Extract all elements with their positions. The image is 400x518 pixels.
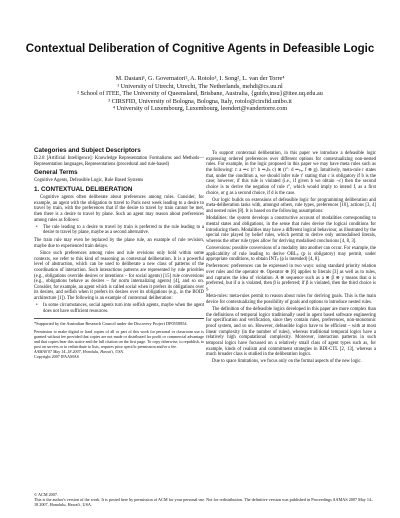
body-paragraph: Cognitive agents often deliberate about preferences among rules. Consider, for example, an agent with the obligation to travel to Paris next week leading to a desire to travel by train, with the preferences that if the desire to travel by train cannot be met, then there is a desire to travel by plane. Such an agent may reason about preferences among rules as follows: (34, 194, 204, 223)
bullet-item: • The rule leading to a desire to travel by train is preferred to the rule leading to a desire to travel by plane, maybe as a second alternative. (34, 225, 204, 236)
affiliation-3: ³ CIRSFID, University of Bologna, Bologna, Italy, rotolo@cirsfid.unibo.it (108, 97, 292, 105)
section-heading-categories: Categories and Subject Descriptors (34, 147, 141, 154)
author-names: M. Dastani¹, G. Governatori², A. Rotolo³, I. Song², L. van der Torre⁴ (115, 75, 285, 82)
footnote: *Supported by the Australian Research Council under the Discovery Project DP0558854. (34, 318, 204, 326)
permission-notice (34, 329, 204, 359)
body-paragraph: Due to space limitations, we focus only on the formal aspects of the new logic. (212, 359, 362, 365)
page-footer (34, 492, 374, 508)
author-block (0, 75, 400, 113)
categories-text: D.2.8 [Artificial Intelligence]: Knowledge Representation Formalisms and Methods—Representation languages, Representations (procedural and rule-based) (34, 156, 204, 167)
body-paragraph: Our logic builds on extensions of defeasible logic for programming deliberation and meta-deliberation tasks with, amongst others, rule types, preferences [10], actions [3, 4] and nested rules [8]. It is based on the following assumptions: (206, 197, 376, 215)
body-paragraph-meta-rules: Meta-rules: meta-rules permit to reason about rules for deriving goals. This is the main device for contextualizing the possibility of goals and options to introduce nested rules. (206, 294, 376, 305)
body-paragraph: Since such preferences among rules and rule revisions only hold within some contexts, we refer to this kind of reasoning as contextual deliberation. It is a powerful level of abstraction, which can be used to deliberate a new class of patterns of the coordination of interaction. Such interactions patterns are represented by rule priorities (e.g., obligations override desires or intentions – for social agents) [15] rule conversions (e.g., obligations behave as desires – for norm internalizing agents) [4], and so on. Consider, for example, an agent which is called social when it prefers its obligations over its desires, and selfish when it prefers its desires over its obligations (e.g., in the BOID architecture [1]). The following is an example of contextual deliberation: (34, 250, 204, 302)
section-heading-contextual-deliberation: 1. CONTEXTUAL DELIBERATION (34, 185, 133, 193)
general-terms-text: Cognitive Agents, Defeasible Logic, Rule Based Systems (34, 178, 144, 184)
body-paragraph: The definition of the defeasible logics developed in this paper are more complex than the definitions of temporal logics traditionally used in agent based software engineering for specification and verification, since they contain rules, preferences, non-monotonic proof system, and so on. However, defeasible logics have to be efficient – with at most linear complexity (in the number of rules), whereas traditional temporal logics have a relatively high computational complexity. Moreover, interaction patterns in such temporal logics have focussed on a relatively small class of agent types such as, for example, kinds of realism and commitment strategies in BDI-CTL [2, 13], whereas a much broader class is studied in the deliberation logics. (206, 307, 376, 358)
footer-notice: This is the author's version of the work. It is posted here by permission of ACM for your personal use. Not for redistribution. The definitive version was published in Proceedings AAMAS 2007 May 14–18 2007, Honolulu, Hawai'i, USA. (34, 497, 374, 508)
right-column (206, 151, 376, 367)
section-heading-general-terms: General Terms (34, 169, 78, 177)
left-column (34, 145, 204, 359)
bullet-item: • In some circumstances, social agents turn into selfish agents, maybe when the agent does not have sufficient resources. (34, 303, 204, 314)
affiliation-2: ² School of ITEE, The University of Queensland, Brisbane, Australia, {guido,insu}@itee.uq.edu.au (77, 90, 323, 98)
paper-title: Contextual Deliberation of Cognitive Agents in Defeasible Logic (25, 43, 375, 55)
affiliation-4: ⁴ University of Luxembourg, Luxembourg, leendert@vandertorre.com (112, 105, 288, 113)
body-paragraph-preferences: Preferences: preferences can be expressed in two ways: using standard priority relation over rules and the operator ⊗. Operator ⊗ [6] applies to literals [3] as well as to rules, and captures the idea of violation. A ⊗ sequence such as a ⊗ β ⊗ γ means that α is preferred, but if α is violated, then β is preferred; if β is violated, then the third choice is γ. (206, 264, 376, 293)
permission-text: Permission to make digital or hard copies of all or part of this work for personal or classroom use is granted without fee provided that copies are not made or distributed for profit or commercial advantage and that copies bear this notice and the full citation on the first page. To copy otherwise, to republish, to post on servers or to redistribute to lists, requires prior specific permission and/or a fee. (34, 328, 204, 349)
body-paragraph-modalities: Modalities: the system develops a constructive account of modalities corresponding to mental states and obligations, in the sense that rules devise the logical conditions for introducing them. Modalities may have a different logical behaviour, as illustrated by the special role played by belief rules, which permit to derive only unmodalised literals, whereas the other rule types allow for deriving modalised conclusions [4, 8, 3]. (206, 216, 376, 244)
footer-copyright: © ACM 2007. (34, 492, 59, 497)
body-paragraph: To support contextual deliberation, in this paper we introduce a defeasible logic expressing ordered preferences over different options for contextualizing non-nested rules. For example, in the logic proposed in this paper we may have meta rules such as the following: r: a ⇒ᴄ (r′: b ⇒ₒbₗ c) ⊗ (r″: d ⇒ₚₑᵣ f ⊗ g). Intuitively, meta-rule r states that, under the condition a, we should infer rule r′ stating that c is obligatory if b is the case; however, if this rule is violated (i.e., if given b we obtain ¬c) then the second choice is to derive the negation of rule r″, which would imply to intend f, as a first choice, or g as a second choice, if d is the case. (206, 151, 376, 196)
body-paragraph: The train rule may even be replaced by the plane rule, an example of rule revision, maybe due to experienced train delays. (34, 238, 204, 249)
body-paragraph-conversions: Conversions: possible conversions of a modality into another can occur. For example, the applicability of rule leading to derive OBLₚ (p is obligatory) may permit, under appropriate conditions, to obtain INTₚ (p is intended) [4, 8]. (206, 246, 376, 263)
affiliation-1: ¹ University of Utrecht, Utrecht, The Netherlands, mehdi@cs.uu.nl (117, 82, 283, 90)
conference-info: AAMAS'07 May 14–18 2007, Honolulu, Hawai'i, USA. (34, 348, 124, 354)
copyright-line: Copyright 2007 IFAAMAS (34, 353, 79, 359)
